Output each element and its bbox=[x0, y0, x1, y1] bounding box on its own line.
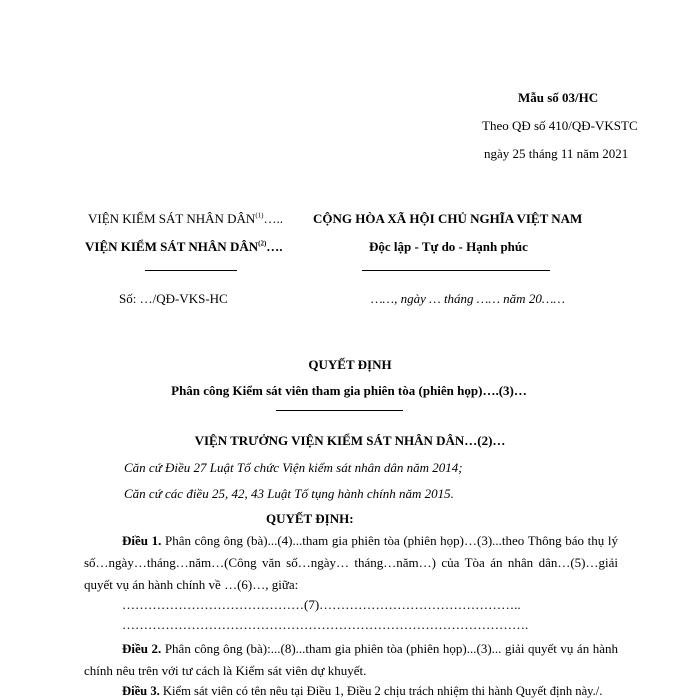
article-1-label: Điều 1. bbox=[122, 533, 162, 548]
article-2-text: Phân công ông (bà):...(8)...tham gia phiên tòa (phiên họp)...(3)... giải quyết vụ án hành chính nêu trên với tư cách là Kiểm sát viên dự khuyết. bbox=[84, 641, 618, 678]
motto-underline bbox=[362, 270, 550, 271]
nation-title: CỘNG HÒA XÃ HỘI CHỦ NGHĨA VIỆT NAM bbox=[313, 211, 583, 226]
agency-underline bbox=[145, 270, 237, 271]
agency-line-2-note: (2) bbox=[258, 239, 267, 248]
form-date: ngày 25 tháng 11 năm 2021 bbox=[484, 146, 629, 161]
decision-heading: QUYẾT ĐỊNH: bbox=[266, 511, 354, 526]
article-3-label: Điều 3. bbox=[122, 684, 160, 698]
agency-line-2-text: VIỆN KIỂM SÁT NHÂN DÂN bbox=[85, 239, 259, 254]
article-2-label: Điều 2. bbox=[122, 641, 162, 656]
decision-subtitle: Phân công Kiểm sát viên tham gia phiên tòa (phiên họp)….(3)… bbox=[171, 383, 527, 398]
agency-line-2 bbox=[85, 239, 283, 255]
place-and-date: ……, ngày … tháng …… năm 20…… bbox=[371, 291, 565, 306]
agency-line-2-suffix: …. bbox=[266, 239, 283, 254]
form-number: Mẫu số 03/HC bbox=[518, 90, 599, 105]
issuer-title: VIỆN TRƯỞNG VIỆN KIỂM SÁT NHÂN DÂN…(2)… bbox=[194, 433, 506, 448]
article-1-text: Phân công ông (bà)...(4)...tham gia phiên tòa (phiên họp)…(3)...theo Thông báo thụ lý số…ngày…tháng…năm…(Công văn số…ngày… tháng…năm…) của Tòa án nhân dân…(5)…giải quyết vụ án hành chính về …(6)…, giữa: bbox=[84, 533, 618, 592]
article-1-dots-1: ……………………………………(7)……………………………………….. bbox=[122, 597, 521, 612]
article-2 bbox=[84, 638, 618, 682]
document-number: Số: …/QĐ-VKS-HC bbox=[119, 291, 228, 306]
agency-line-1-text: VIỆN KIỂM SÁT NHÂN DÂN bbox=[88, 211, 256, 226]
agency-line-1-note: (1) bbox=[255, 211, 264, 220]
article-3-text: Kiểm sát viên có tên nêu tại Điều 1, Điều 2 chịu trách nhiệm thi hành Quyết định này./. bbox=[159, 684, 603, 698]
agency-line-1-suffix: ….. bbox=[263, 211, 283, 226]
form-basis: Theo QĐ số 410/QĐ-VKSTC bbox=[482, 118, 638, 133]
nation-motto: Độc lập - Tự do - Hạnh phúc bbox=[369, 239, 528, 254]
legal-basis-1: Căn cứ Điều 27 Luật Tổ chức Viện kiểm sát nhân dân năm 2014; bbox=[124, 460, 463, 475]
legal-basis-2: Căn cứ các điều 25, 42, 43 Luật Tố tụng hành chính năm 2015. bbox=[124, 486, 454, 501]
article-1-dots-2: …………………………………………………………………………………. bbox=[122, 617, 529, 632]
decision-title: QUYẾT ĐỊNH bbox=[308, 357, 392, 372]
article-1 bbox=[84, 530, 618, 596]
title-underline bbox=[276, 410, 403, 411]
article-3 bbox=[122, 684, 602, 699]
agency-line-1 bbox=[88, 211, 283, 227]
